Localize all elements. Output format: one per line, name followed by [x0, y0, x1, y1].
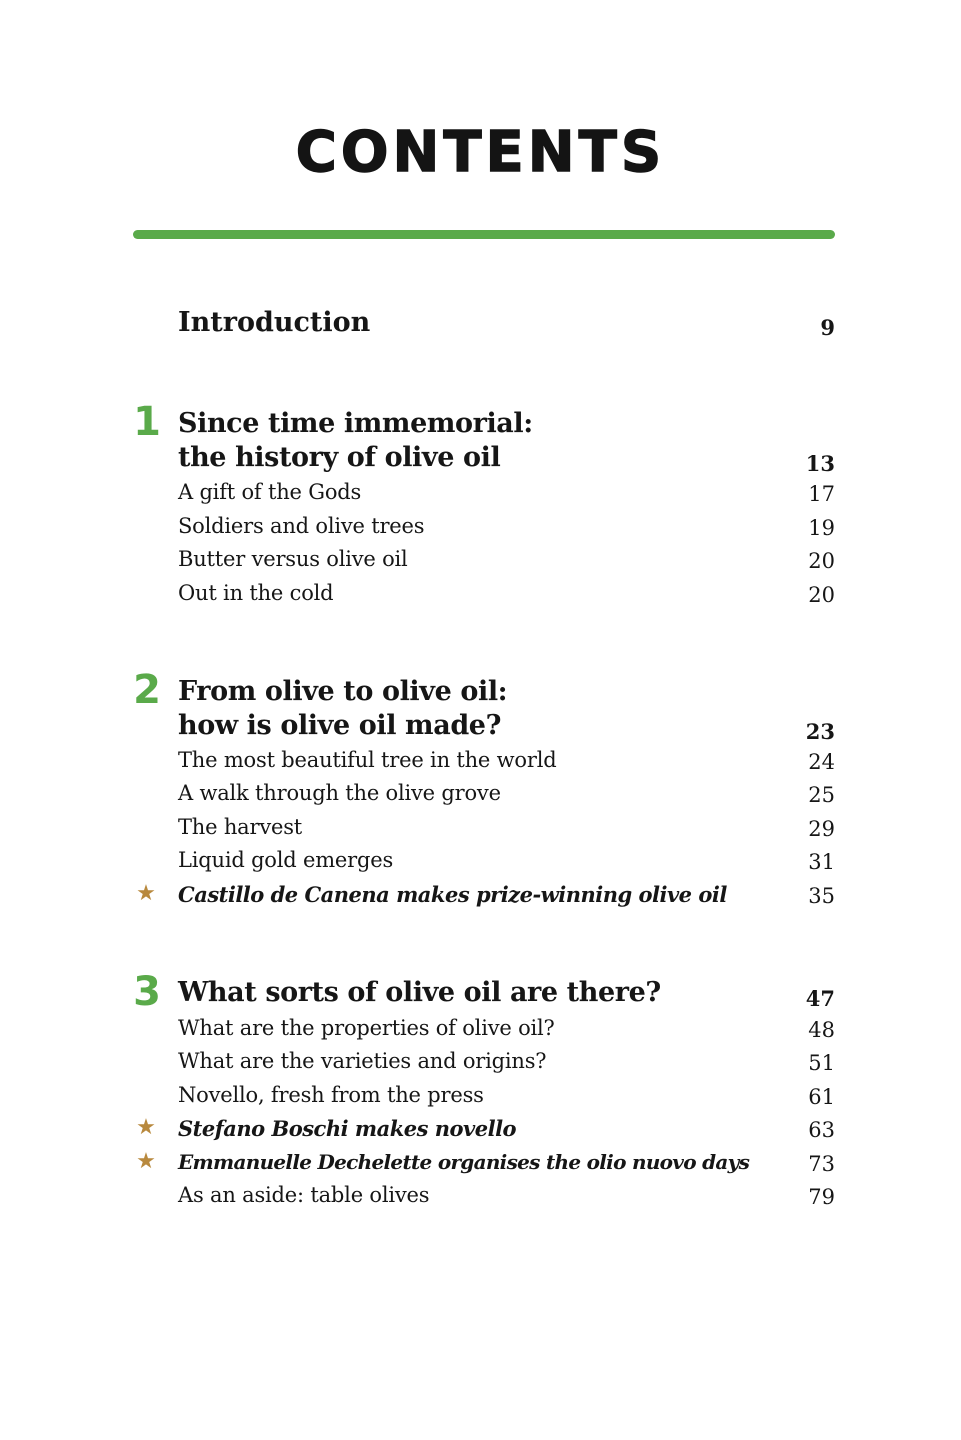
toc-entry[interactable] [178, 1012, 835, 1045]
toc-entry[interactable] [178, 543, 835, 576]
entry-page: 19 [808, 516, 835, 540]
entry-page: 17 [808, 482, 835, 506]
entry-page: 63 [808, 1118, 835, 1142]
entry-page: 35 [808, 884, 835, 908]
entry-title: Butter versus olive oil [178, 547, 408, 571]
chapter-page: 23 [805, 719, 835, 744]
toc-entry[interactable] [178, 1079, 835, 1112]
entry-page: 20 [808, 549, 835, 573]
introduction-title: Introduction [178, 307, 371, 338]
toc-entry[interactable] [178, 777, 835, 810]
chapter-number: 3 [133, 969, 161, 1015]
toc-introduction[interactable] [178, 305, 835, 345]
toc-entry[interactable] [178, 1179, 835, 1212]
toc-entry[interactable] [178, 844, 835, 877]
chapter-page: 47 [805, 986, 835, 1011]
toc-entry[interactable] [178, 1045, 835, 1078]
entry-title: Novello, fresh from the press [178, 1083, 484, 1107]
chapter-title-line: Since time immemorial: [178, 408, 533, 439]
entry-page: 25 [808, 783, 835, 807]
chapter-heading[interactable] [178, 675, 835, 743]
chapter-title-line: From olive to olive oil: [178, 676, 508, 707]
star-icon: ★ [136, 1149, 156, 1174]
chapter-title-line: how is olive oil made? [178, 710, 501, 741]
entry-page: 24 [808, 750, 835, 774]
entry-page: 48 [808, 1018, 835, 1042]
toc-entry[interactable] [178, 577, 835, 610]
entry-page: 29 [808, 817, 835, 841]
entry-page: 79 [808, 1185, 835, 1209]
toc-entry[interactable] [178, 744, 835, 777]
chapter-number: 2 [133, 667, 161, 713]
introduction-page: 9 [820, 315, 835, 340]
page-title: CONTENTS [295, 120, 666, 185]
toc-entry[interactable] [178, 811, 835, 844]
entry-title: A gift of the Gods [178, 480, 362, 504]
chapter-title-line: the history of olive oil [178, 442, 501, 473]
entry-page: 31 [808, 850, 835, 874]
entry-title: What are the varieties and origins? [178, 1049, 547, 1073]
entry-page: 61 [808, 1085, 835, 1109]
entry-title: A walk through the olive grove [178, 781, 501, 805]
entry-title: Emmanuelle Dechelette organises the olio nuovo days [178, 1150, 750, 1174]
toc-entry-feature[interactable] [136, 1146, 835, 1179]
entry-title: Out in the cold [178, 581, 334, 605]
chapter-number: 1 [133, 399, 161, 445]
entry-title: As an aside: table olives [178, 1183, 430, 1207]
entry-page: 20 [808, 583, 835, 607]
entry-title: Castillo de Canena makes prize-winning olive oil [178, 882, 727, 907]
toc-entry-feature[interactable] [136, 1112, 835, 1145]
title-divider [133, 230, 835, 239]
entry-page: 51 [808, 1051, 835, 1075]
entry-title: The harvest [178, 815, 303, 839]
entry-title: Stefano Boschi makes novello [178, 1116, 517, 1141]
toc-entry-feature[interactable] [136, 878, 835, 911]
entry-title: What are the properties of olive oil? [178, 1016, 555, 1040]
toc-entry[interactable] [178, 510, 835, 543]
entry-title: The most beautiful tree in the world [178, 748, 557, 772]
chapter-page: 13 [805, 451, 835, 476]
entry-page: 73 [808, 1152, 835, 1176]
entry-title: Soldiers and olive trees [178, 514, 425, 538]
entry-title: Liquid gold emerges [178, 848, 394, 872]
star-icon: ★ [136, 1115, 156, 1140]
chapter-heading[interactable] [178, 976, 835, 1010]
chapter-heading[interactable] [178, 407, 835, 475]
chapter-title-line: What sorts of olive oil are there? [178, 977, 661, 1008]
star-icon: ★ [136, 881, 156, 906]
toc-entry[interactable] [178, 476, 835, 509]
